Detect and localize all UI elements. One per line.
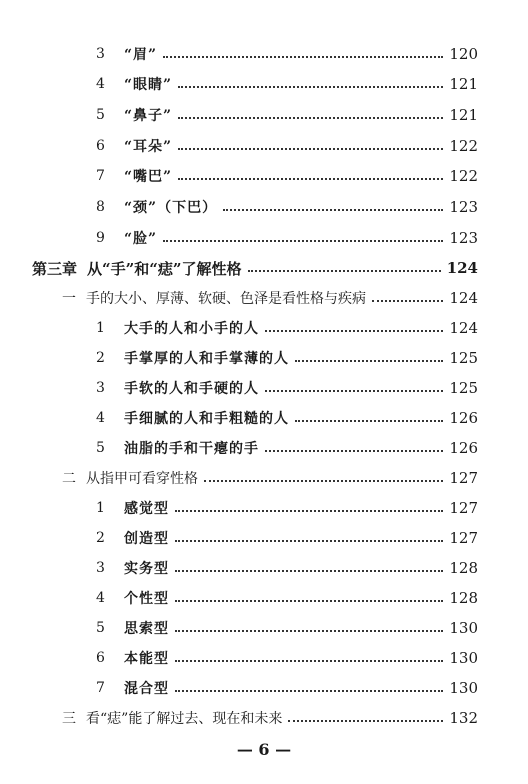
- entry-number: 5: [96, 440, 105, 456]
- toc-entry[interactable]: [96, 436, 478, 460]
- entry-number: 3: [96, 380, 105, 396]
- entry-page: 130: [449, 619, 478, 637]
- entry-title: 感觉型: [124, 501, 169, 517]
- entry-page: 130: [449, 679, 478, 697]
- dot-leader: [178, 148, 443, 150]
- entry-title: “嘴巴”: [124, 169, 173, 185]
- section-number: 一: [62, 291, 76, 307]
- dot-leader: [163, 56, 443, 58]
- entry-page: 127: [449, 499, 478, 517]
- dot-leader: [248, 270, 441, 272]
- section-title: 从指甲可看穿性格: [86, 471, 198, 487]
- entry-number: 7: [96, 168, 105, 184]
- entry-title: 油脂的手和干瘪的手: [124, 441, 259, 457]
- dot-leader: [265, 450, 443, 452]
- dot-leader: [204, 480, 443, 482]
- section-page: 132: [449, 709, 478, 727]
- entry-title: “颈”（下巴）: [124, 200, 218, 216]
- section-title: 看“痣”能了解过去、现在和未来: [86, 711, 283, 727]
- toc-entry[interactable]: [96, 376, 478, 400]
- entry-page: 125: [449, 379, 478, 397]
- entry-title: 本能型: [124, 651, 169, 667]
- dot-leader: [175, 540, 443, 542]
- toc-entry[interactable]: [96, 406, 478, 430]
- toc-entry[interactable]: [96, 616, 478, 640]
- entry-title: “耳朵”: [124, 139, 173, 155]
- toc-entry[interactable]: [96, 103, 478, 127]
- toc-entry[interactable]: [96, 134, 478, 158]
- dot-leader: [175, 510, 443, 512]
- dot-leader: [295, 360, 443, 362]
- entry-number: 4: [96, 410, 105, 426]
- section-page: 127: [449, 469, 478, 487]
- dot-leader: [175, 660, 443, 662]
- toc-entry[interactable]: [96, 164, 478, 188]
- entry-page: 122: [449, 167, 478, 185]
- entry-number: 9: [96, 230, 105, 246]
- entry-page: 123: [449, 229, 478, 247]
- toc-entry[interactable]: [96, 72, 478, 96]
- toc-chapter[interactable]: [32, 256, 478, 280]
- entry-title: 思索型: [124, 621, 169, 637]
- toc-entry[interactable]: [96, 42, 478, 66]
- entry-title: “眉”: [124, 47, 158, 63]
- entry-page: 126: [449, 439, 478, 457]
- entry-number: 8: [96, 199, 105, 215]
- dot-leader: [178, 86, 443, 88]
- entry-title: 创造型: [124, 531, 169, 547]
- entry-number: 1: [96, 320, 105, 336]
- entry-number: 2: [96, 530, 105, 546]
- entry-number: 2: [96, 350, 105, 366]
- page-number-footer: — 6 —: [236, 740, 292, 759]
- entry-page: 123: [449, 198, 478, 216]
- entry-number: 3: [96, 46, 105, 62]
- entry-page: 122: [449, 137, 478, 155]
- section-title: 手的大小、厚薄、软硬、色泽是看性格与疾病: [86, 291, 366, 307]
- dot-leader: [295, 420, 443, 422]
- entry-page: 130: [449, 649, 478, 667]
- dot-leader: [372, 300, 443, 302]
- dot-leader: [175, 570, 443, 572]
- toc-entry[interactable]: [96, 676, 478, 700]
- entry-page: 120: [449, 45, 478, 63]
- entry-page: 128: [449, 559, 478, 577]
- dot-leader: [175, 690, 443, 692]
- dot-leader: [288, 720, 443, 722]
- dot-leader: [265, 330, 443, 332]
- toc-entry[interactable]: [96, 646, 478, 670]
- entry-number: 5: [96, 107, 105, 123]
- entry-page: 128: [449, 589, 478, 607]
- toc-section[interactable]: [62, 706, 478, 730]
- entry-title: 个性型: [124, 591, 169, 607]
- entry-title: “脸”: [124, 231, 158, 247]
- toc-entry[interactable]: [96, 316, 478, 340]
- dot-leader: [175, 630, 443, 632]
- entry-number: 7: [96, 680, 105, 696]
- toc-entry[interactable]: [96, 226, 478, 250]
- entry-title: “鼻子”: [124, 108, 173, 124]
- entry-page: 121: [449, 75, 478, 93]
- toc-section[interactable]: [62, 286, 478, 310]
- entry-number: 3: [96, 560, 105, 576]
- toc-entry[interactable]: [96, 526, 478, 550]
- entry-title: 手软的人和手硬的人: [124, 381, 259, 397]
- entry-number: 5: [96, 620, 105, 636]
- entry-title: “眼睛”: [124, 77, 173, 93]
- chapter-title: 从“手”和“痣”了解性格: [87, 259, 242, 278]
- toc-entry[interactable]: [96, 556, 478, 580]
- entry-number: 4: [96, 76, 105, 92]
- dot-leader: [178, 178, 443, 180]
- entry-title: 大手的人和小手的人: [124, 321, 259, 337]
- entry-page: 124: [449, 319, 478, 337]
- entry-number: 4: [96, 590, 105, 606]
- toc-entry[interactable]: [96, 346, 478, 370]
- toc-entry[interactable]: [96, 586, 478, 610]
- entry-number: 6: [96, 650, 105, 666]
- chapter-page: 124: [446, 259, 478, 277]
- toc-entry[interactable]: [96, 195, 478, 219]
- section-number: 三: [62, 711, 76, 727]
- entry-number: 1: [96, 500, 105, 516]
- entry-number: 6: [96, 138, 105, 154]
- entry-title: 手掌厚的人和手掌薄的人: [124, 351, 289, 367]
- entry-title: 实务型: [124, 561, 169, 577]
- dot-leader: [178, 117, 443, 119]
- entry-title: 混合型: [124, 681, 169, 697]
- chapter-number: 第三章: [32, 259, 78, 278]
- entry-page: 126: [449, 409, 478, 427]
- entry-page: 125: [449, 349, 478, 367]
- section-page: 124: [449, 289, 478, 307]
- dot-leader: [223, 209, 443, 211]
- entry-page: 121: [449, 106, 478, 124]
- section-number: 二: [62, 471, 76, 487]
- toc-section[interactable]: [62, 466, 478, 490]
- dot-leader: [163, 240, 443, 242]
- dot-leader: [265, 390, 443, 392]
- entry-title: 手细腻的人和手粗糙的人: [124, 411, 289, 427]
- toc-entry[interactable]: [96, 496, 478, 520]
- dot-leader: [175, 600, 443, 602]
- entry-page: 127: [449, 529, 478, 547]
